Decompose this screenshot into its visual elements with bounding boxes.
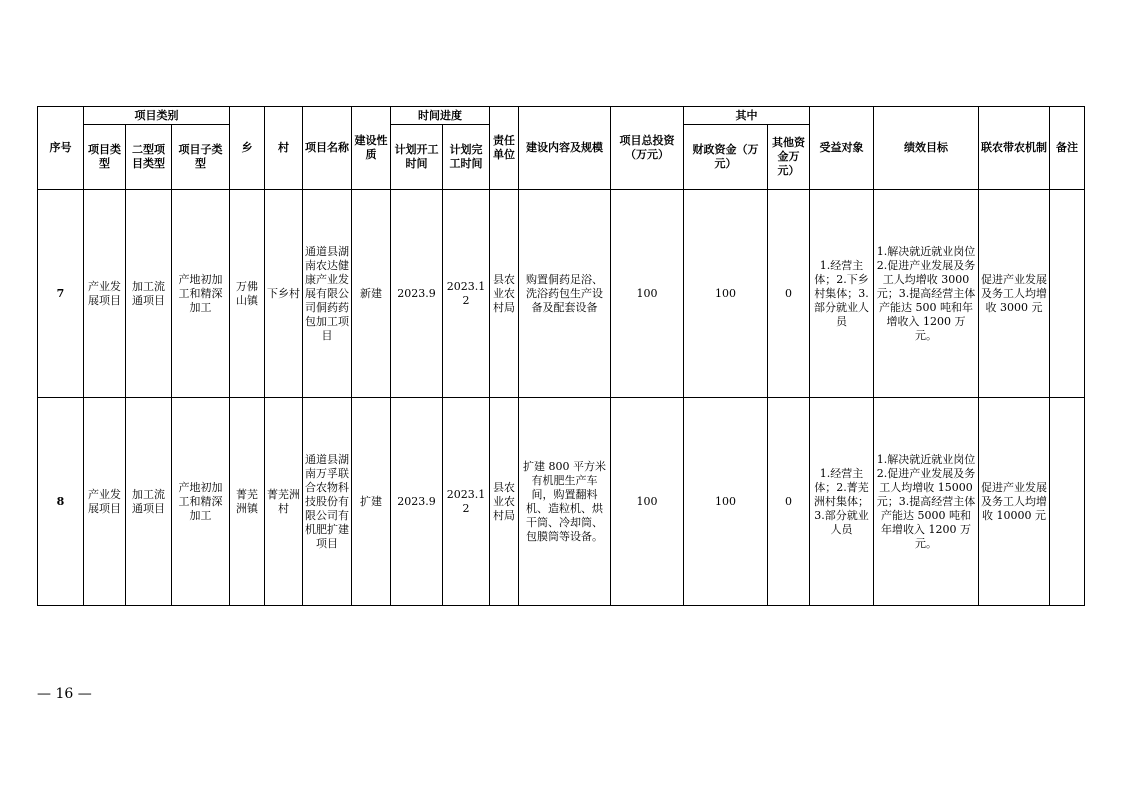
header-other-funds: 其他资金万元） [768, 125, 810, 190]
cell-planned-start: 2023.9 [391, 398, 443, 606]
cell-performance-goals: 1.解决就近就业岗位 2.促进产业发展及务工人均增收 15000 元；3.提高经营主体产能达 5000 吨和年增收入 1200 万元。 [874, 398, 979, 606]
header-project-type: 项目类型 [84, 125, 126, 190]
header-village: 村 [265, 107, 303, 190]
header-level2-type: 二型项目类型 [126, 125, 172, 190]
header-sub-type: 项目子类型 [172, 125, 230, 190]
cell-planned-end: 2023.12 [443, 398, 490, 606]
header-fiscal-funds: 财政资金（万元） [684, 125, 768, 190]
cell-beneficiaries: 1.经营主体；2.下乡村集体；3.部分就业人员 [810, 190, 874, 398]
cell-project-type: 产业发展项目 [84, 190, 126, 398]
cell-performance-goals: 1.解决就近就业岗位 2.促进产业发展及务工人均增收 3000 元；3.提高经营主体产能达 500 吨和年增收入 1200 万元。 [874, 190, 979, 398]
header-total-investment: 项目总投资（万元） [611, 107, 684, 190]
cell-seq: 8 [38, 398, 84, 606]
cell-construction-nature: 扩建 [352, 398, 391, 606]
cell-village: 菁芜洲村 [265, 398, 303, 606]
header-schedule-group: 时间进度 [391, 107, 490, 125]
cell-farmer-linkage: 促进产业发展及务工人均增收 3000 元 [979, 190, 1050, 398]
cell-seq: 7 [38, 190, 84, 398]
cell-planned-end: 2023.12 [443, 190, 490, 398]
header-responsible-unit: 责任单位 [490, 107, 519, 190]
header-content-scale: 建设内容及规模 [519, 107, 611, 190]
header-category-group: 项目类别 [84, 107, 230, 125]
cell-construction-nature: 新建 [352, 190, 391, 398]
table-row [38, 398, 1085, 606]
project-table [37, 106, 1085, 606]
header-seq: 序号 [38, 107, 84, 190]
cell-responsible-unit: 县农业农村局 [490, 398, 519, 606]
cell-content-scale: 扩建 800 平方米有机肥生产车间，购置翻料机、造粒机、烘干筒、冷却筒、包膜筒等设备。 [519, 398, 611, 606]
cell-content-scale: 购置侗药足浴、洗浴药包生产设备及配套设备 [519, 190, 611, 398]
header-remarks: 备注 [1050, 107, 1085, 190]
cell-project-type: 产业发展项目 [84, 398, 126, 606]
cell-responsible-unit: 县农业农村局 [490, 190, 519, 398]
header-project-name: 项目名称 [303, 107, 352, 190]
cell-township: 菁芜洲镇 [230, 398, 265, 606]
page-number: — 16 — [37, 686, 92, 702]
cell-village: 下乡村 [265, 190, 303, 398]
header-planned-start: 计划开工时间 [391, 125, 443, 190]
cell-other-funds: 0 [768, 190, 810, 398]
cell-sub-type: 产地初加工和精深加工 [172, 398, 230, 606]
cell-project-name: 通道县湖南万孚联合农物科技股份有限公司有机肥扩建项目 [303, 398, 352, 606]
cell-beneficiaries: 1.经营主体；2.菁芜洲村集体；3.部分就业人员 [810, 398, 874, 606]
header-of-which-group: 其中 [684, 107, 810, 125]
header-performance-goals: 绩效目标 [874, 107, 979, 190]
header-construction-nature: 建设性质 [352, 107, 391, 190]
cell-remarks [1050, 190, 1085, 398]
cell-project-name: 通道县湖南农达健康产业发展有限公司侗药药包加工项目 [303, 190, 352, 398]
header-beneficiaries: 受益对象 [810, 107, 874, 190]
cell-planned-start: 2023.9 [391, 190, 443, 398]
cell-sub-type: 产地初加工和精深加工 [172, 190, 230, 398]
table-row [38, 190, 1085, 398]
cell-level2-type: 加工流通项目 [126, 190, 172, 398]
cell-remarks [1050, 398, 1085, 606]
cell-township: 万佛山镇 [230, 190, 265, 398]
cell-total-investment: 100 [611, 398, 684, 606]
cell-farmer-linkage: 促进产业发展及务工人均增收 10000 元 [979, 398, 1050, 606]
cell-total-investment: 100 [611, 190, 684, 398]
cell-fiscal-funds: 100 [684, 190, 768, 398]
cell-level2-type: 加工流通项目 [126, 398, 172, 606]
cell-fiscal-funds: 100 [684, 398, 768, 606]
header-farmer-linkage: 联农带农机制 [979, 107, 1050, 190]
header-township: 乡 [230, 107, 265, 190]
cell-other-funds: 0 [768, 398, 810, 606]
header-planned-end: 计划完工时间 [443, 125, 490, 190]
